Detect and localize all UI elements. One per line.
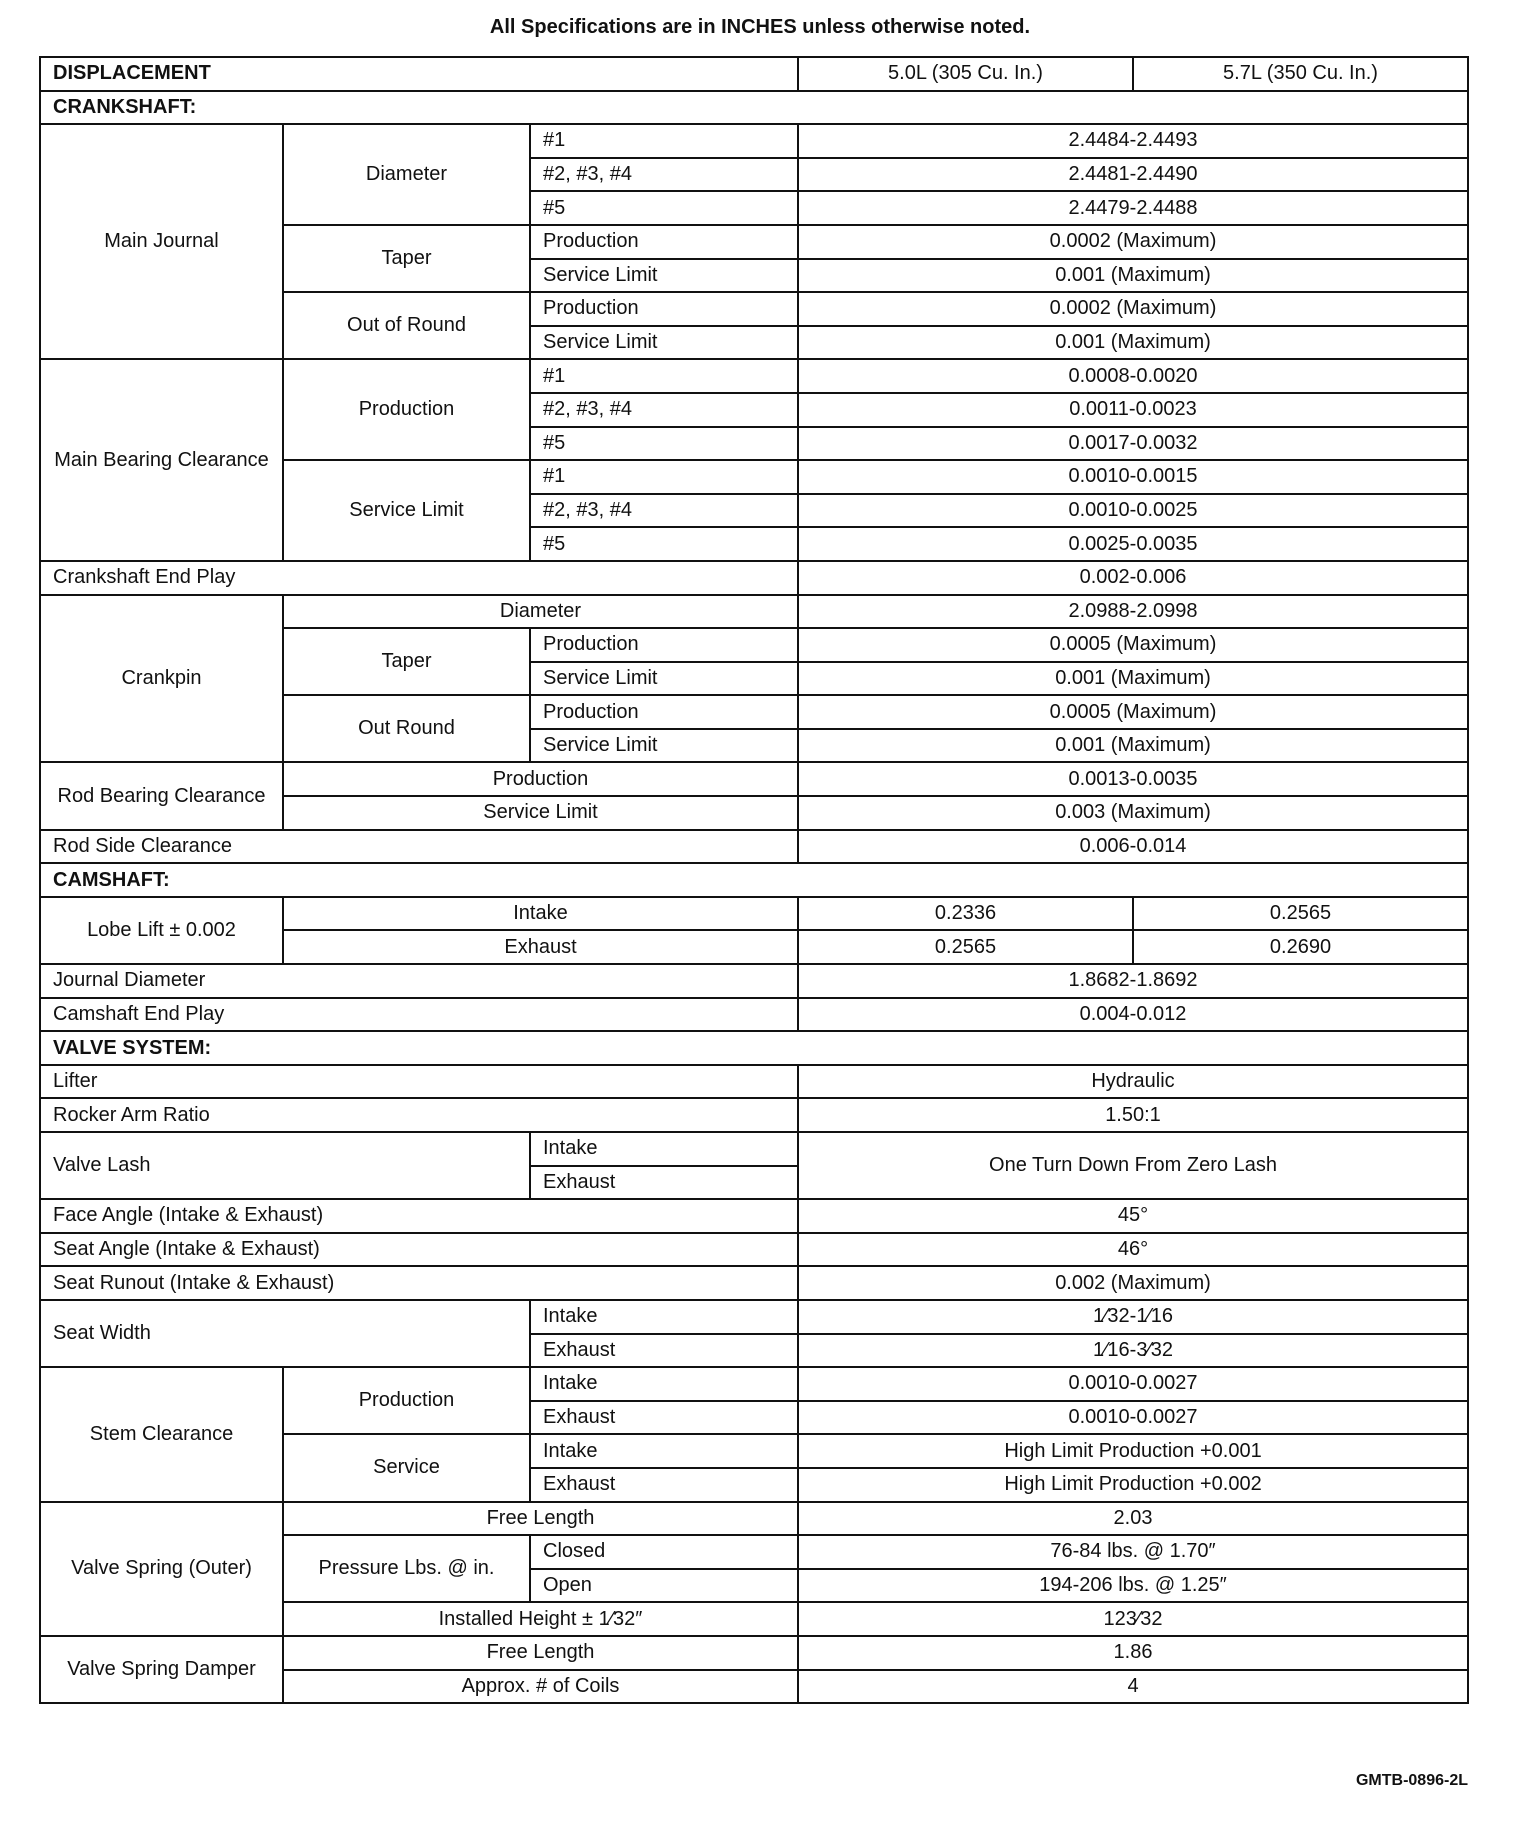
row-value: 0.004-0.012 <box>798 998 1468 1032</box>
row-key: Service Limit <box>283 796 798 830</box>
table-row <box>40 1132 1468 1166</box>
row-value: 0.0005 (Maximum) <box>798 695 1468 729</box>
table-row <box>40 1098 1468 1132</box>
table-row <box>40 1065 1468 1099</box>
row-key: #5 <box>530 527 798 561</box>
row-key: Exhaust <box>530 1401 798 1435</box>
row-key: Service Limit <box>530 259 798 293</box>
out-round-label: Out Round <box>283 695 530 762</box>
row-value-5-7l: 0.2690 <box>1133 930 1468 964</box>
camshaft-title: CAMSHAFT: <box>40 863 1468 897</box>
table-row <box>40 998 1468 1032</box>
row-key: Production <box>530 628 798 662</box>
row-key: Production <box>283 762 798 796</box>
section-row <box>40 863 1468 897</box>
installed-height-label: Installed Height ± 1⁄32″ <box>283 1602 798 1636</box>
row-key: #1 <box>530 359 798 393</box>
row-key: Production <box>530 225 798 259</box>
face-angle-label: Face Angle (Intake & Exhaust) <box>40 1199 798 1233</box>
seat-width-label: Seat Width <box>40 1300 530 1367</box>
row-key: #1 <box>530 124 798 158</box>
row-key: #2, #3, #4 <box>530 494 798 528</box>
row-value: 0.001 (Maximum) <box>798 259 1468 293</box>
table-row <box>40 561 1468 595</box>
col-5-7l: 5.7L (350 Cu. In.) <box>1133 57 1468 91</box>
row-value: 0.002-0.006 <box>798 561 1468 595</box>
row-key: Production <box>530 695 798 729</box>
col-5-0l: 5.0L (305 Cu. In.) <box>798 57 1133 91</box>
service-label: Service <box>283 1434 530 1501</box>
taper-label: Taper <box>283 628 530 695</box>
row-value: 0.0002 (Maximum) <box>798 225 1468 259</box>
row-value: 0.001 (Maximum) <box>798 662 1468 696</box>
row-value: 2.4481-2.4490 <box>798 158 1468 192</box>
main-bearing-label: Main Bearing Clearance <box>40 359 283 561</box>
table-row <box>40 762 1468 796</box>
out-of-round-label: Out of Round <box>283 292 530 359</box>
row-key: Exhaust <box>530 1468 798 1502</box>
row-value: 0.0011-0.0023 <box>798 393 1468 427</box>
row-value: 0.0005 (Maximum) <box>798 628 1468 662</box>
row-value: 2.4479-2.4488 <box>798 191 1468 225</box>
row-key: Exhaust <box>530 1334 798 1368</box>
stem-clearance-label: Stem Clearance <box>40 1367 283 1501</box>
row-value: 0.0010-0.0027 <box>798 1367 1468 1401</box>
row-key: #2, #3, #4 <box>530 393 798 427</box>
table-row <box>40 1233 1468 1267</box>
valve-lash-label: Valve Lash <box>40 1132 530 1199</box>
main-journal-label: Main Journal <box>40 124 283 359</box>
production-label: Production <box>283 359 530 460</box>
rod-bearing-label: Rod Bearing Clearance <box>40 762 283 829</box>
row-value: 0.006-0.014 <box>798 830 1468 864</box>
row-value: 0.003 (Maximum) <box>798 796 1468 830</box>
journal-diameter-label: Journal Diameter <box>40 964 798 998</box>
table-row <box>40 1502 1468 1536</box>
row-value: 1.8682-1.8692 <box>798 964 1468 998</box>
row-key: Closed <box>530 1535 798 1569</box>
row-value-5-0l: 0.2336 <box>798 897 1133 931</box>
row-key: Exhaust <box>283 930 798 964</box>
valve-spring-label: Valve Spring (Outer) <box>40 1502 283 1636</box>
row-value: 1⁄16-3⁄32 <box>798 1334 1468 1368</box>
row-key: Exhaust <box>530 1166 798 1200</box>
row-key: #2, #3, #4 <box>530 158 798 192</box>
header-note: All Specifications are in INCHES unless otherwise noted. <box>489 16 1031 38</box>
row-value: 45° <box>798 1199 1468 1233</box>
document-code: GMTB-0896-2L <box>1355 1772 1468 1789</box>
row-value: 1.50:1 <box>798 1098 1468 1132</box>
row-value: 0.0010-0.0015 <box>798 460 1468 494</box>
row-value-5-0l: 0.2565 <box>798 930 1133 964</box>
free-length-label: Free Length <box>283 1636 798 1670</box>
row-key: Intake <box>530 1434 798 1468</box>
lobe-lift-label: Lobe Lift ± 0.002 <box>40 897 283 964</box>
spring-damper-label: Valve Spring Damper <box>40 1636 283 1703</box>
table-row <box>40 1199 1468 1233</box>
lifter-label: Lifter <box>40 1065 798 1099</box>
row-value: High Limit Production +0.002 <box>798 1468 1468 1502</box>
crankpin-label: Crankpin <box>40 595 283 763</box>
table-row <box>40 897 1468 931</box>
pressure-label: Pressure Lbs. @ in. <box>283 1535 530 1602</box>
row-key: Open <box>530 1569 798 1603</box>
row-value-5-7l: 0.2565 <box>1133 897 1468 931</box>
table-row <box>40 359 1468 393</box>
row-key: Intake <box>283 897 798 931</box>
production-label: Production <box>283 1367 530 1434</box>
table-row <box>40 830 1468 864</box>
row-key: Service Limit <box>530 729 798 763</box>
coils-label: Approx. # of Coils <box>283 1670 798 1704</box>
seat-angle-label: Seat Angle (Intake & Exhaust) <box>40 1233 798 1267</box>
table-row <box>40 57 1468 91</box>
table-row <box>40 1266 1468 1300</box>
table-row <box>40 964 1468 998</box>
row-value: 1.86 <box>798 1636 1468 1670</box>
row-value: 76-84 lbs. @ 1.70″ <box>798 1535 1468 1569</box>
row-key: #5 <box>530 427 798 461</box>
row-key: Intake <box>530 1300 798 1334</box>
row-value: 2.4484-2.4493 <box>798 124 1468 158</box>
row-key: Service Limit <box>530 662 798 696</box>
row-key: Intake <box>530 1132 798 1166</box>
table-row <box>40 1367 1468 1401</box>
spec-table <box>39 56 1469 1704</box>
rod-side-label: Rod Side Clearance <box>40 830 798 864</box>
table-row <box>40 1300 1468 1334</box>
row-value: 194-206 lbs. @ 1.25″ <box>798 1569 1468 1603</box>
crankshaft-end-play-label: Crankshaft End Play <box>40 561 798 595</box>
diameter-label: Diameter <box>283 124 530 225</box>
row-key: #5 <box>530 191 798 225</box>
taper-label: Taper <box>283 225 530 292</box>
row-value: 0.0008-0.0020 <box>798 359 1468 393</box>
row-value: 4 <box>798 1670 1468 1704</box>
row-key: Service Limit <box>530 326 798 360</box>
row-key: #1 <box>530 460 798 494</box>
row-value: 0.0025-0.0035 <box>798 527 1468 561</box>
row-value: 0.002 (Maximum) <box>798 1266 1468 1300</box>
row-value: 0.0010-0.0027 <box>798 1401 1468 1435</box>
camshaft-end-play-label: Camshaft End Play <box>40 998 798 1032</box>
row-key: Production <box>530 292 798 326</box>
section-row <box>40 91 1468 125</box>
row-value: 1⁄32-1⁄16 <box>798 1300 1468 1334</box>
rocker-arm-ratio-label: Rocker Arm Ratio <box>40 1098 798 1132</box>
service-limit-label: Service Limit <box>283 460 530 561</box>
row-value: High Limit Production +0.001 <box>798 1434 1468 1468</box>
displacement-label: DISPLACEMENT <box>40 57 798 91</box>
row-value: 0.0010-0.0025 <box>798 494 1468 528</box>
row-value: 2.0988-2.0998 <box>798 595 1468 629</box>
valve-system-title: VALVE SYSTEM: <box>40 1031 1468 1065</box>
row-value: 0.0017-0.0032 <box>798 427 1468 461</box>
row-key: Intake <box>530 1367 798 1401</box>
row-value: Hydraulic <box>798 1065 1468 1099</box>
free-length-label: Free Length <box>283 1502 798 1536</box>
table-row <box>40 595 1468 629</box>
row-value: One Turn Down From Zero Lash <box>798 1132 1468 1199</box>
section-row <box>40 1031 1468 1065</box>
table-row <box>40 1636 1468 1670</box>
table-row <box>40 124 1468 158</box>
seat-runout-label: Seat Runout (Intake & Exhaust) <box>40 1266 798 1300</box>
row-value: 2.03 <box>798 1502 1468 1536</box>
row-value: 0.0002 (Maximum) <box>798 292 1468 326</box>
row-value: 0.0013-0.0035 <box>798 762 1468 796</box>
crankshaft-title: CRANKSHAFT: <box>40 91 1468 125</box>
crankpin-diameter-label: Diameter <box>283 595 798 629</box>
row-value: 46° <box>798 1233 1468 1267</box>
row-value: 0.001 (Maximum) <box>798 729 1468 763</box>
row-value: 0.001 (Maximum) <box>798 326 1468 360</box>
row-value: 123⁄32 <box>798 1602 1468 1636</box>
